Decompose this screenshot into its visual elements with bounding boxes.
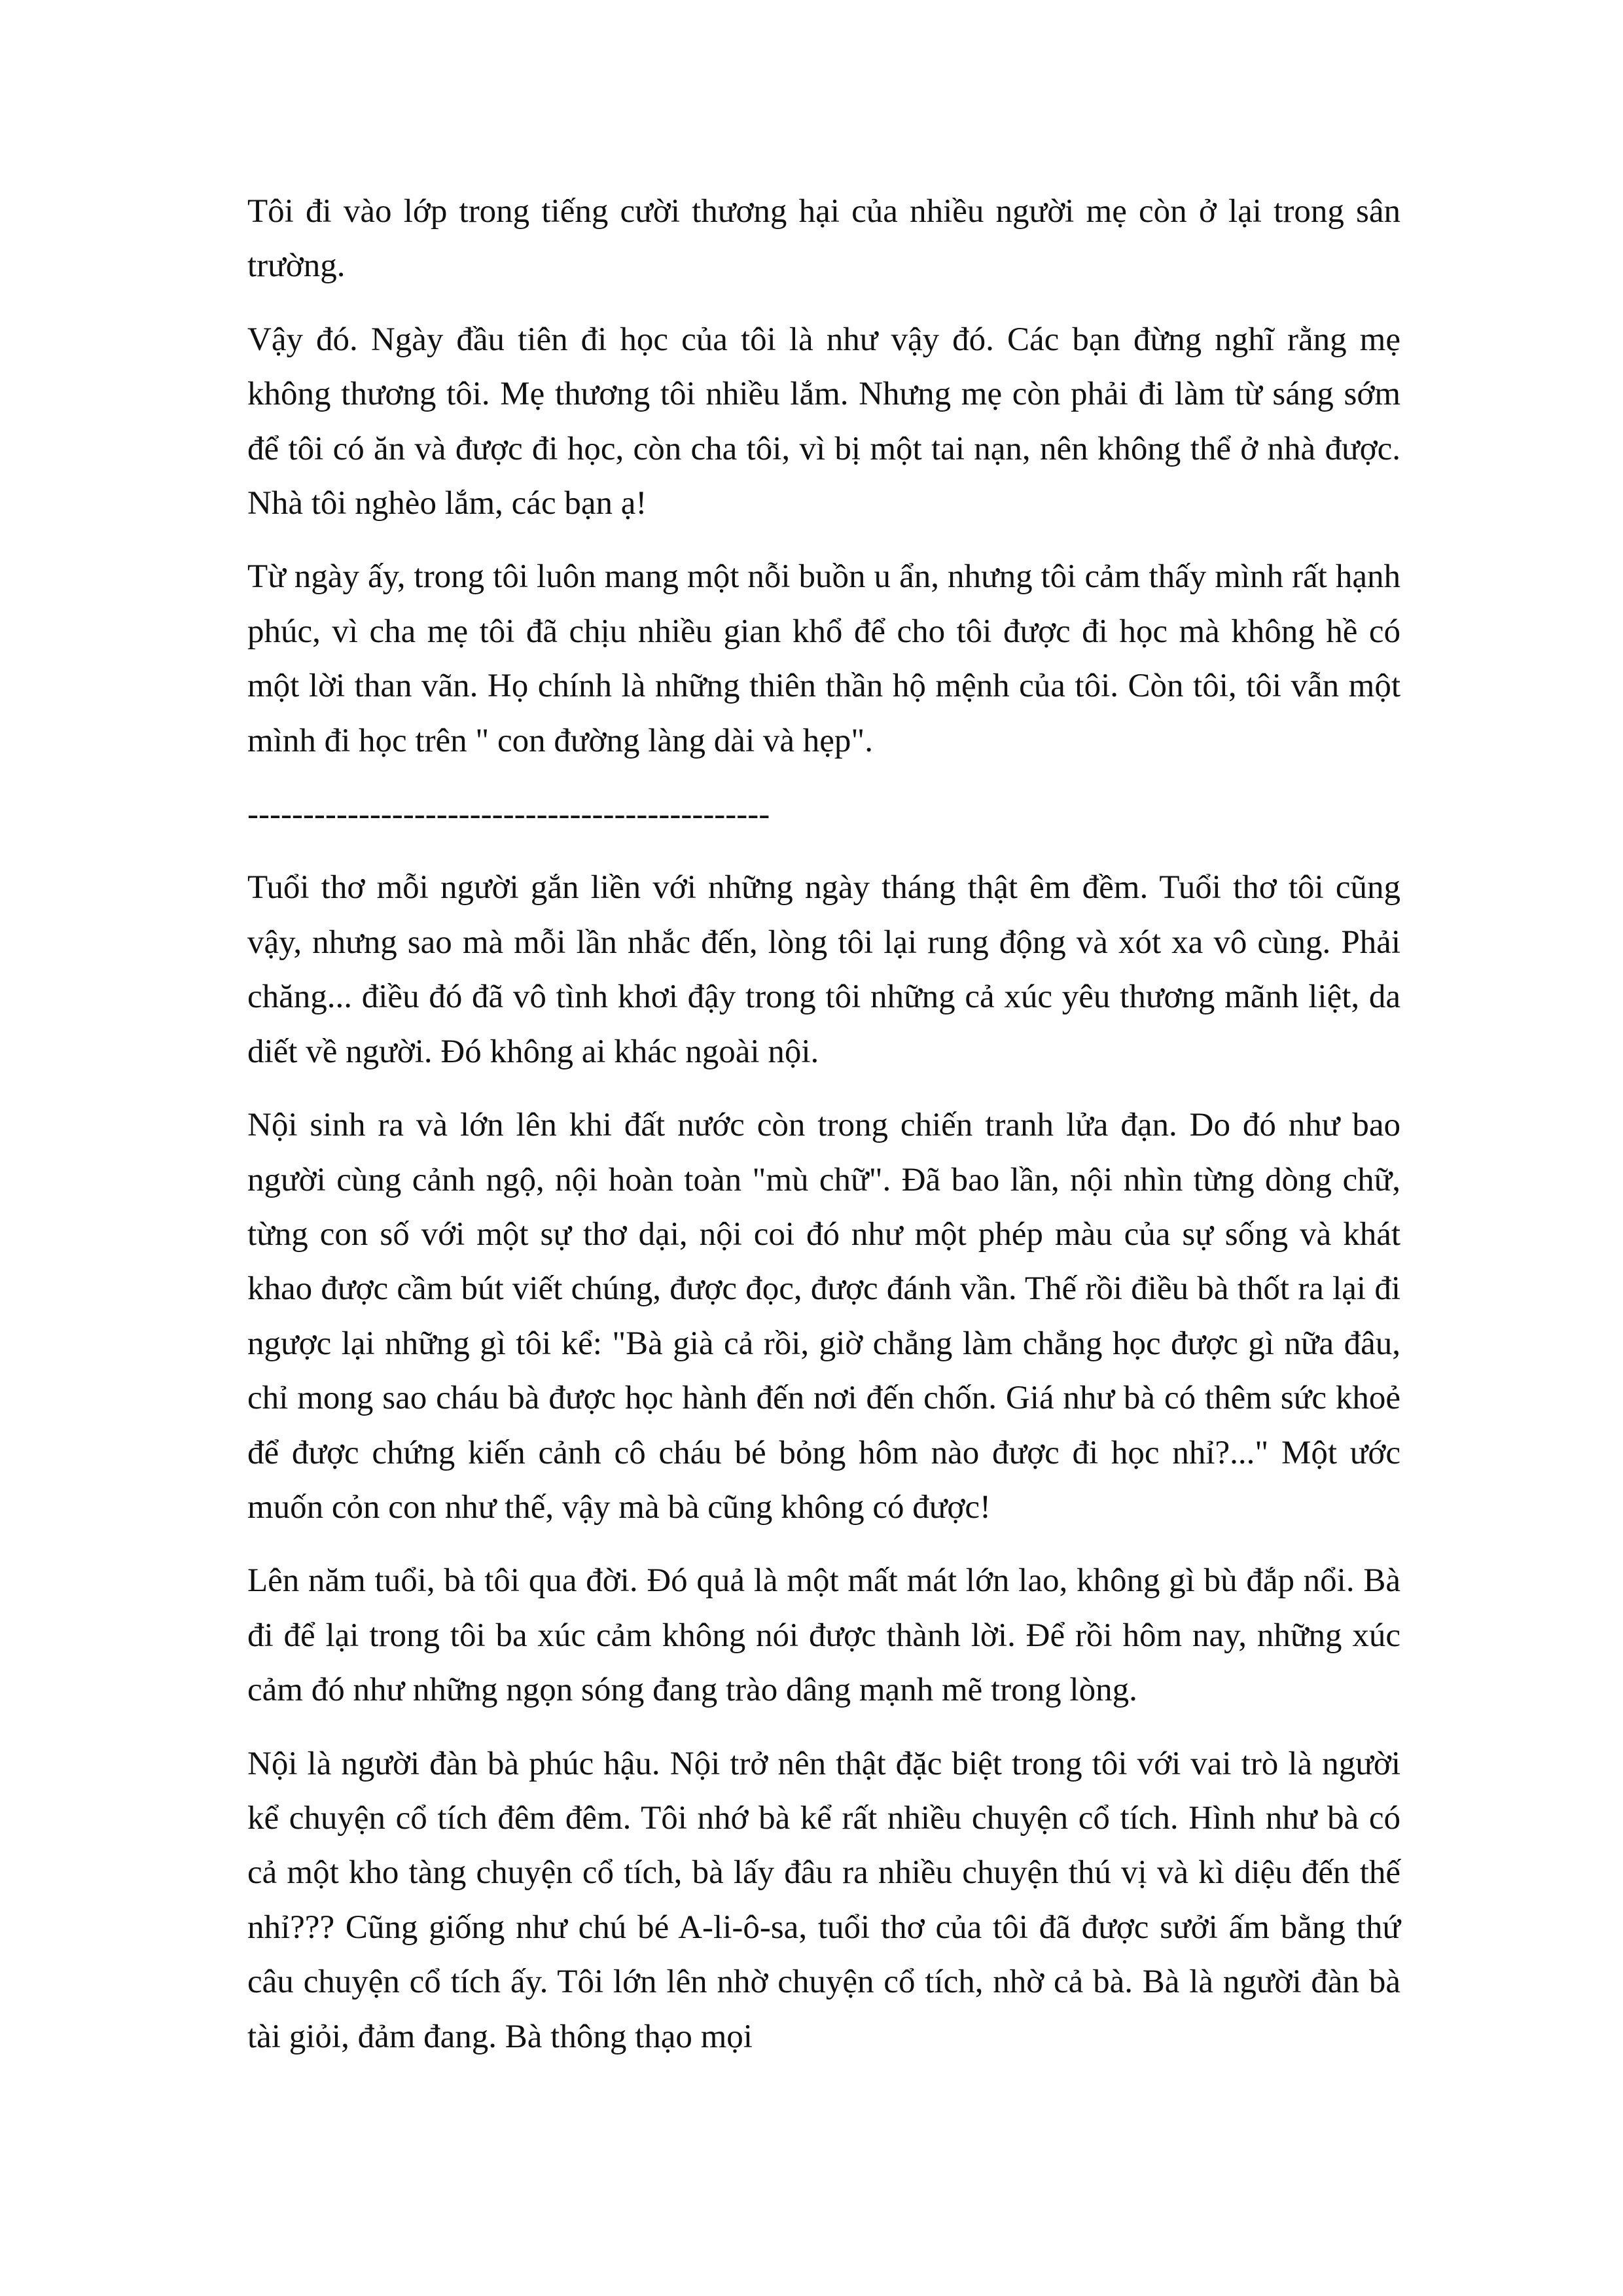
- paragraph-childhood: Tuổi thơ mỗi người gắn liền với những ngày tháng thật êm đềm. Tuổi thơ tôi cũng vậy, nhưng sao mà mỗi lần nhắc đến, lòng tôi lại rung động và xót xa vô cùng. Phải chăng... điều đó đã vô tình khơi đậy trong tôi những cả xúc yêu thương mãnh liệt, da diết về người. Đó không ai khác ngoài nội.: [247, 869, 1400, 1070]
- paragraph-grandmother-illiterate: Nội sinh ra và lớn lên khi đất nước còn trong chiến tranh lửa đạn. Do đó như bao người cùng cảnh ngộ, nội hoàn toàn "mù chữ". Đã bao lần, nội nhìn từng dòng chữ, từng con số với một sự thơ dại, nội coi đó như một phép màu của sự sống và khát khao được cầm bút viết chúng, được đọc, được đánh vần. Thế rồi điều bà thốt ra lại đi ngược lại những gì tôi kể: "Bà già cả rồi, giờ chẳng làm chẳng học được gì nữa đâu, chỉ mong sao cháu bà được học hành đến nơi đến chốn. Giá như bà có thêm sức khoẻ để được chứng kiến cảnh cô cháu bé bỏng hôm nào được đi học nhỉ?..." Một ước muốn cỏn con như thế, vậy mà bà cũng không có được!: [247, 1107, 1400, 1526]
- paragraph-guardian-angels: Từ ngày ấy, trong tôi luôn mang một nỗi buồn u ẩn, nhưng tôi cảm thấy mình rất hạnh phúc, vì cha mẹ tôi đã chịu nhiều gian khổ để cho tôi được đi học mà không hề có một lời than vãn. Họ chính là những thiên thần hộ mệnh của tôi. Còn tôi, tôi vẫn một mình đi học trên " con đường làng dài và hẹp".: [247, 558, 1400, 759]
- paragraph-grandmother-passing: Lên năm tuổi, bà tôi qua đời. Đó quả là một mất mát lớn lao, không gì bù đắp nổi. Bà đi để lại trong tôi ba xúc cảm không nói được thành lời. Để rồi hôm nay, những xúc cảm đó như những ngọn sóng đang trào dâng mạnh mẽ trong lòng.: [247, 1562, 1400, 1709]
- section-separator: -----------------------------------------------: [247, 796, 770, 833]
- paragraph-fairy-tales: Nội là người đàn bà phúc hậu. Nội trở nên thật đặc biệt trong tôi với vai trò là người kể chuyện cổ tích đêm đêm. Tôi nhớ bà kể rất nhiều chuyện cổ tích. Hình như bà có cả một kho tàng chuyện cổ tích, bà lấy đâu ra nhiều chuyện thú vị và kì diệu đến thế nhỉ??? Cũng giống như chú bé A-li-ô-sa, tuổi thơ của tôi đã được sưởi ấm bằng thứ câu chuyện cổ tích ấy. Tôi lớn lên nhờ chuyện cổ tích, nhờ cả bà. Bà là người đàn bà tài giỏi, đảm đang. Bà thông thạo mọi: [247, 1745, 1400, 2055]
- paragraph-entering-class: Tôi đi vào lớp trong tiếng cười thương hại của nhiều người mẹ còn ở lại trong sân trường.: [247, 193, 1400, 285]
- body-text: [247, 185, 1400, 2083]
- paragraph-first-school-day: Vậy đó. Ngày đầu tiên đi học của tôi là như vậy đó. Các bạn đừng nghĩ rằng mẹ không thương tôi. Mẹ thương tôi nhiều lắm. Nhưng mẹ còn phải đi làm từ sáng sớm để tôi có ăn và được đi học, còn cha tôi, vì bị một tai nạn, nên không thể ở nhà được. Nhà tôi nghèo lắm, các bạn ạ!: [247, 321, 1400, 522]
